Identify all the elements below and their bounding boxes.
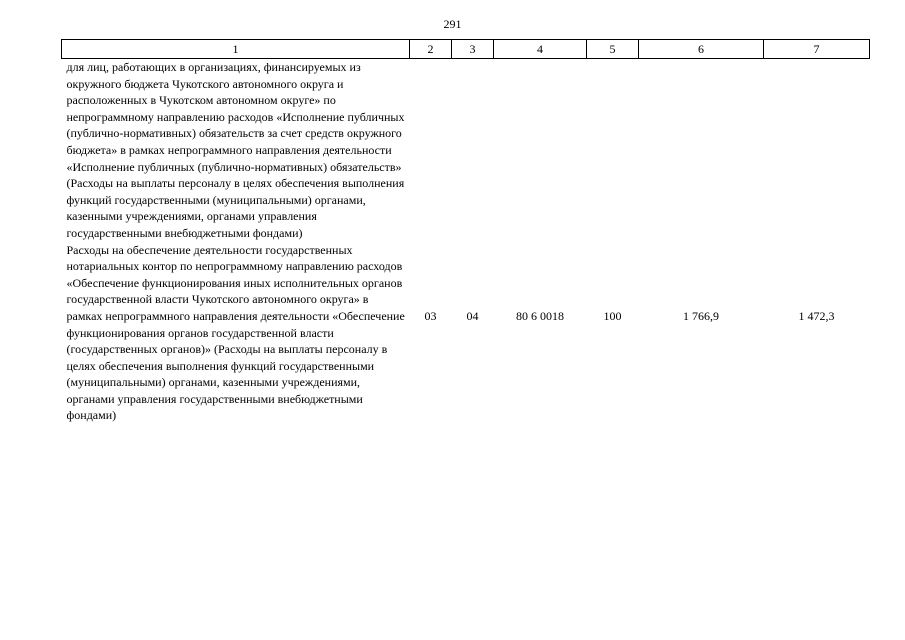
row-description-cell	[62, 59, 410, 425]
row-col-3-cell	[452, 59, 494, 425]
header-row	[62, 40, 870, 59]
row-description-continued: для лиц, работающих в организациях, финансируемых из окружного бюджета Чукотского автономного округа и расположенных в Чукотском автономном округе» по непрограммному направлению расходов «Исполнение публичных (публично-нормативных) обязательств за счет средств окружного бюджета» в рамках непрограммного направления деятельности «Исполнение публичных (публично-нормативных) обязательств» (Расходы на выплаты персоналу в целях обеспечения выполнения функций государственными (муниципальными) органами, казенными учреждениями, органами управления государственными внебюджетными фондами)	[66, 60, 405, 240]
row-description: Расходы на обеспечение деятельности государственных нотариальных контор по непрограммному направлению расходов «Обеспечение функционирования иных исполнительных органов государственной власти Чукотского автономного округа» в рамках непрограммного направления деятельности «Обеспечение функционирования органов государственной власти (государственных органов)» (Расходы на выплаты персоналу в целях обеспечения выполнения функций государственными (муниципальными) органами, казенными учреждениями, органами управления государственными внебюджетными фондами)	[66, 242, 405, 423]
row-amount-2: 1 472,3	[798, 309, 835, 323]
header-col-1: 1	[62, 40, 410, 59]
row-col-5-cell	[587, 59, 639, 425]
table-header	[62, 40, 870, 59]
header-col-6: 6	[639, 40, 764, 59]
header-col-2: 2	[410, 40, 452, 59]
row-target-code: 80 6 0018	[516, 309, 564, 323]
budget-table	[61, 39, 870, 424]
row-subsection-code: 04	[466, 309, 479, 323]
row-col-4-cell	[494, 59, 587, 425]
header-col-3: 3	[452, 40, 494, 59]
row-col-7-cell	[764, 59, 870, 425]
row-col-2-cell	[410, 59, 452, 425]
table-body	[62, 59, 870, 425]
row-col-6-cell	[639, 59, 764, 425]
header-col-4: 4	[494, 40, 587, 59]
header-col-5: 5	[587, 40, 639, 59]
table-row	[62, 59, 870, 425]
row-section-code: 03	[424, 309, 437, 323]
row-amount-1: 1 766,9	[683, 309, 719, 323]
page-number: 291	[443, 17, 462, 31]
row-expense-type: 100	[603, 309, 622, 323]
header-col-7: 7	[764, 40, 870, 59]
